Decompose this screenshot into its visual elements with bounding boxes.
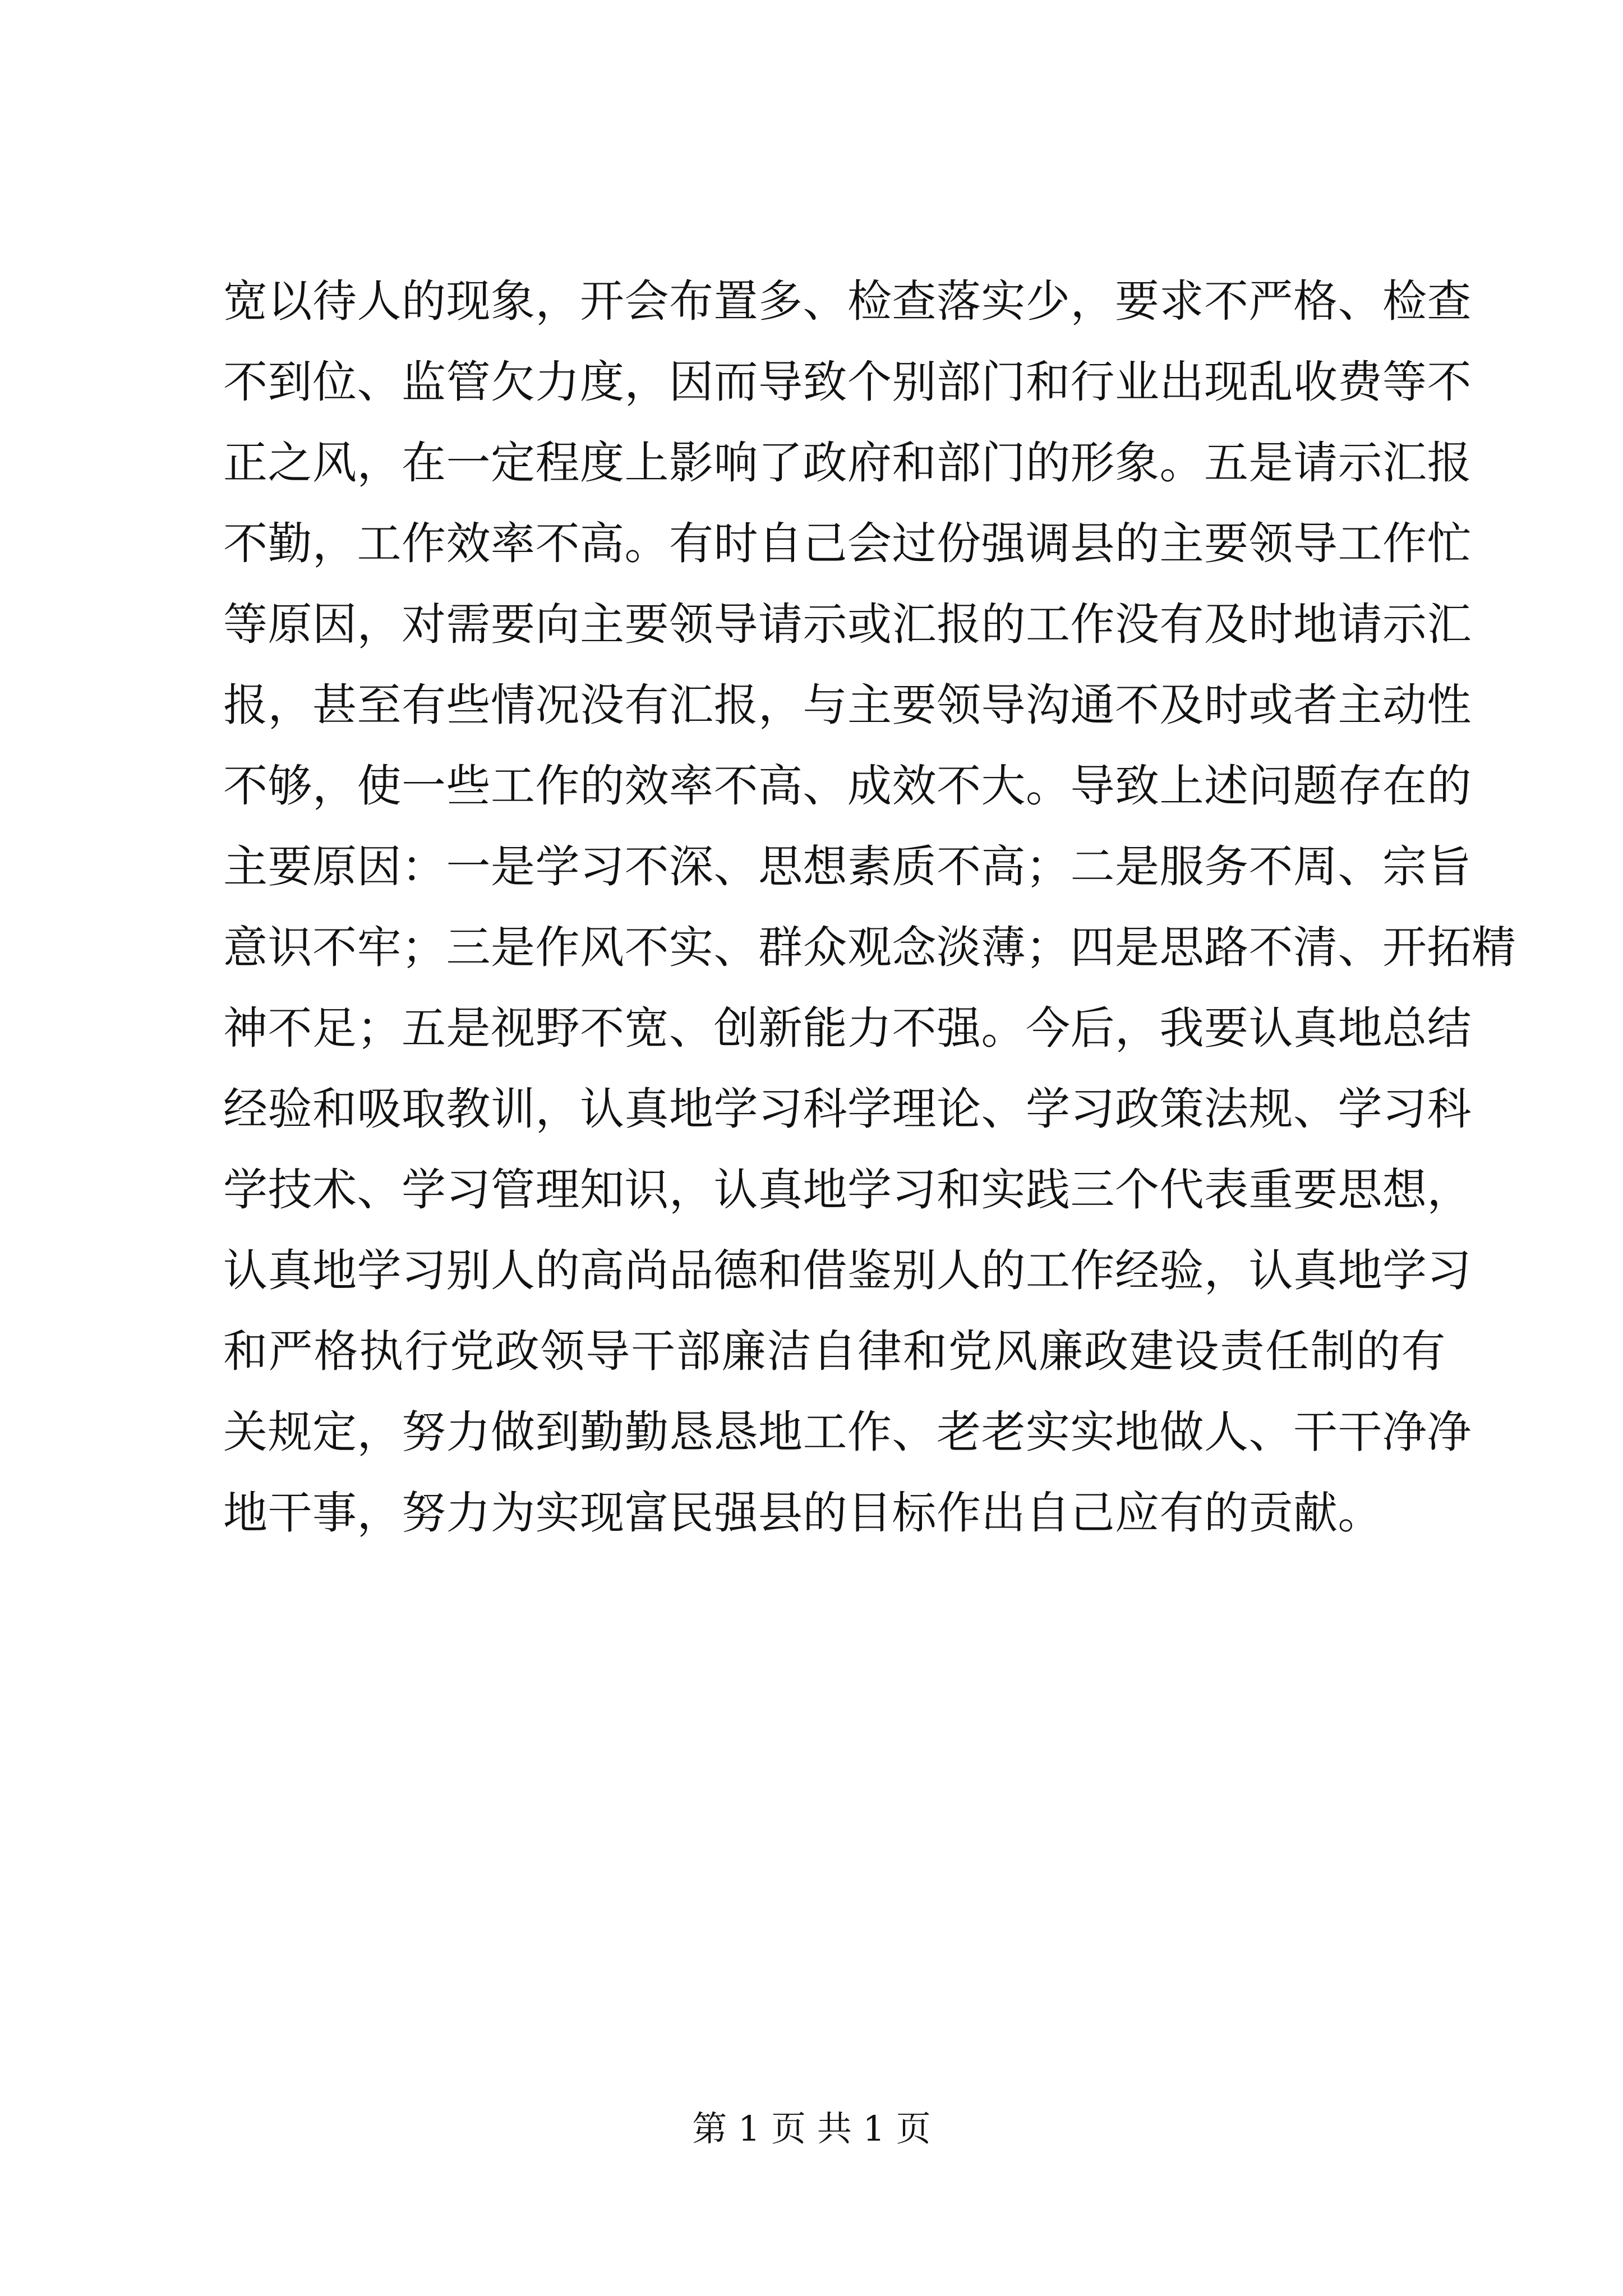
text-line: 等原因，对需要向主要领导请示或汇报的工作没有及时地请示汇 xyxy=(223,599,1472,650)
text-line: 主要原因：一是学习不深、思想素质不高；二是服务不周、宗旨 xyxy=(223,841,1472,892)
text-line: 神不足；五是视野不宽、创新能力不强。今后，我要认真地总结 xyxy=(223,1002,1472,1054)
text-line: 不够，使一些工作的效率不高、成效不大。导致上述问题存在的 xyxy=(223,760,1472,812)
text-line: 和严格执行党政领导干部廉洁自律和党风廉政建设责任制的有 xyxy=(223,1326,1446,1377)
text-line: 经验和吸取教训，认真地学习科学理论、学习政策法规、学习科 xyxy=(223,1083,1472,1135)
text-line: 关规定，努力做到勤勤恳恳地工作、老老实实地做人、干干净净 xyxy=(223,1406,1472,1458)
text-line: 不到位、监管欠力度，因而导致个别部门和行业出现乱收费等不 xyxy=(223,356,1472,408)
body-paragraph xyxy=(223,261,1516,1553)
page-number-footer: 第 1 页 共 1 页 xyxy=(692,2108,931,2149)
text-line: 意识不牢；三是作风不实、群众观念淡薄；四是思路不清、开拓精 xyxy=(223,922,1516,973)
text-line: 报，甚至有些情况没有汇报，与主要领导沟通不及时或者主动性 xyxy=(223,679,1472,731)
text-line: 认真地学习别人的高尚品德和借鉴别人的工作经验，认真地学习 xyxy=(223,1245,1472,1296)
text-line: 正之风，在一定程度上影响了政府和部门的形象。五是请示汇报 xyxy=(223,437,1472,489)
text-line: 宽以待人的现象，开会布置多、检查落实少，要求不严格、检查 xyxy=(223,275,1472,327)
text-line: 不勤，工作效率不高。有时自己会过份强调县的主要领导工作忙 xyxy=(223,518,1472,569)
text-line: 地干事，努力为实现富民强县的目标作出自己应有的贡献。 xyxy=(223,1487,1382,1539)
text-line: 学技术、学习管理知识，认真地学习和实践三个代表重要思想， xyxy=(223,1164,1472,1216)
